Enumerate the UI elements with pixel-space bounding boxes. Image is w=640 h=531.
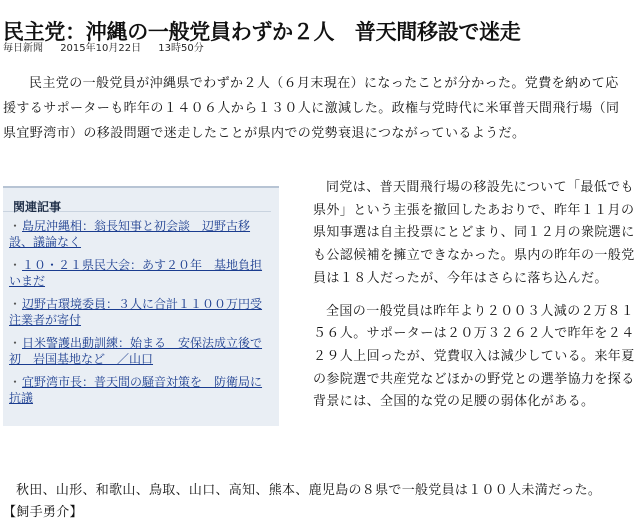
bullet: ・ — [9, 219, 22, 233]
related-article-item[interactable] — [7, 257, 271, 289]
body-paragraph: 秋田、山形、和歌山、鳥取、山口、高知、熊本、鹿児島の８県で一般党員は１００人未満だった。 — [16, 483, 602, 498]
byline: 【飼手勇介】 — [3, 505, 83, 520]
related-article-link[interactable]: 日米警護出動訓練：始まる 安保法成立後で初 岩国基地など ／山口 — [9, 336, 263, 366]
body-paragraph: 全国の一般党員は昨年より２００３人減の２万８１５６人。サポーターは２０万３２６２人で昨年を２４２９人上回ったが、党費収入は減少している。来年夏の参院選で共産党などほかの野党との選挙協力を探る背景には、全国的な党の足腰の弱体化がある。 — [313, 303, 635, 410]
related-article-item[interactable] — [7, 335, 271, 367]
related-article-item[interactable] — [7, 374, 271, 406]
related-article-link[interactable]: １０・２１県民大会：あす２０年 基地負担いまだ — [9, 258, 263, 288]
source-name: 毎日新聞 — [3, 43, 43, 54]
article-meta — [3, 42, 218, 56]
bullet: ・ — [9, 297, 22, 311]
article-headline: 民主党：沖縄の一般党員わずか２人 普天間移設で迷走 — [3, 20, 521, 45]
related-article-link[interactable]: 島尻沖縄相：翁長知事と初会談 辺野古移設、議論なく — [9, 219, 251, 249]
bullet: ・ — [9, 258, 22, 272]
related-articles-title: 関連記事 — [3, 188, 271, 212]
related-article-link[interactable]: 辺野古環境委員：３人に合計１１００万円受注業者が寄付 — [9, 297, 263, 327]
publish-date: 2015年10月22日 — [60, 43, 142, 54]
article-body-column — [313, 177, 635, 424]
related-article-link[interactable]: 宜野湾市長：普天間の騒音対策を 防衛局に抗議 — [9, 375, 263, 405]
related-articles-box — [3, 186, 279, 426]
publish-time: 13時50分 — [158, 43, 204, 54]
related-article-item[interactable] — [7, 296, 271, 328]
bullet: ・ — [9, 375, 22, 389]
article-tail — [3, 480, 637, 524]
lead-paragraph: 民主党の一般党員が沖縄県でわずか２人（６月末現在）になったことが分かった。党費を納めて応援するサポーターも昨年の１４０６人から１３０人に激減した。政権与党時代に米軍普天間飛行場（同県宜野湾市）の移設問題で迷走したことが県内での党勢衰退につながっているようだ。 — [3, 76, 620, 141]
body-paragraph: 同党は、普天間飛行場の移設先について「最低でも県外」という主張を撤回したあおりで、昨年１１月の県知事選は自主投票にとどまり、同１２月の衆院選にも公認候補を擁立できなかった。県内の昨年の一般党員は１８人だったが、今年はさらに落ち込んだ。 — [313, 180, 635, 286]
related-articles-list — [3, 212, 279, 406]
bullet: ・ — [9, 336, 22, 350]
related-article-item[interactable] — [7, 218, 271, 250]
